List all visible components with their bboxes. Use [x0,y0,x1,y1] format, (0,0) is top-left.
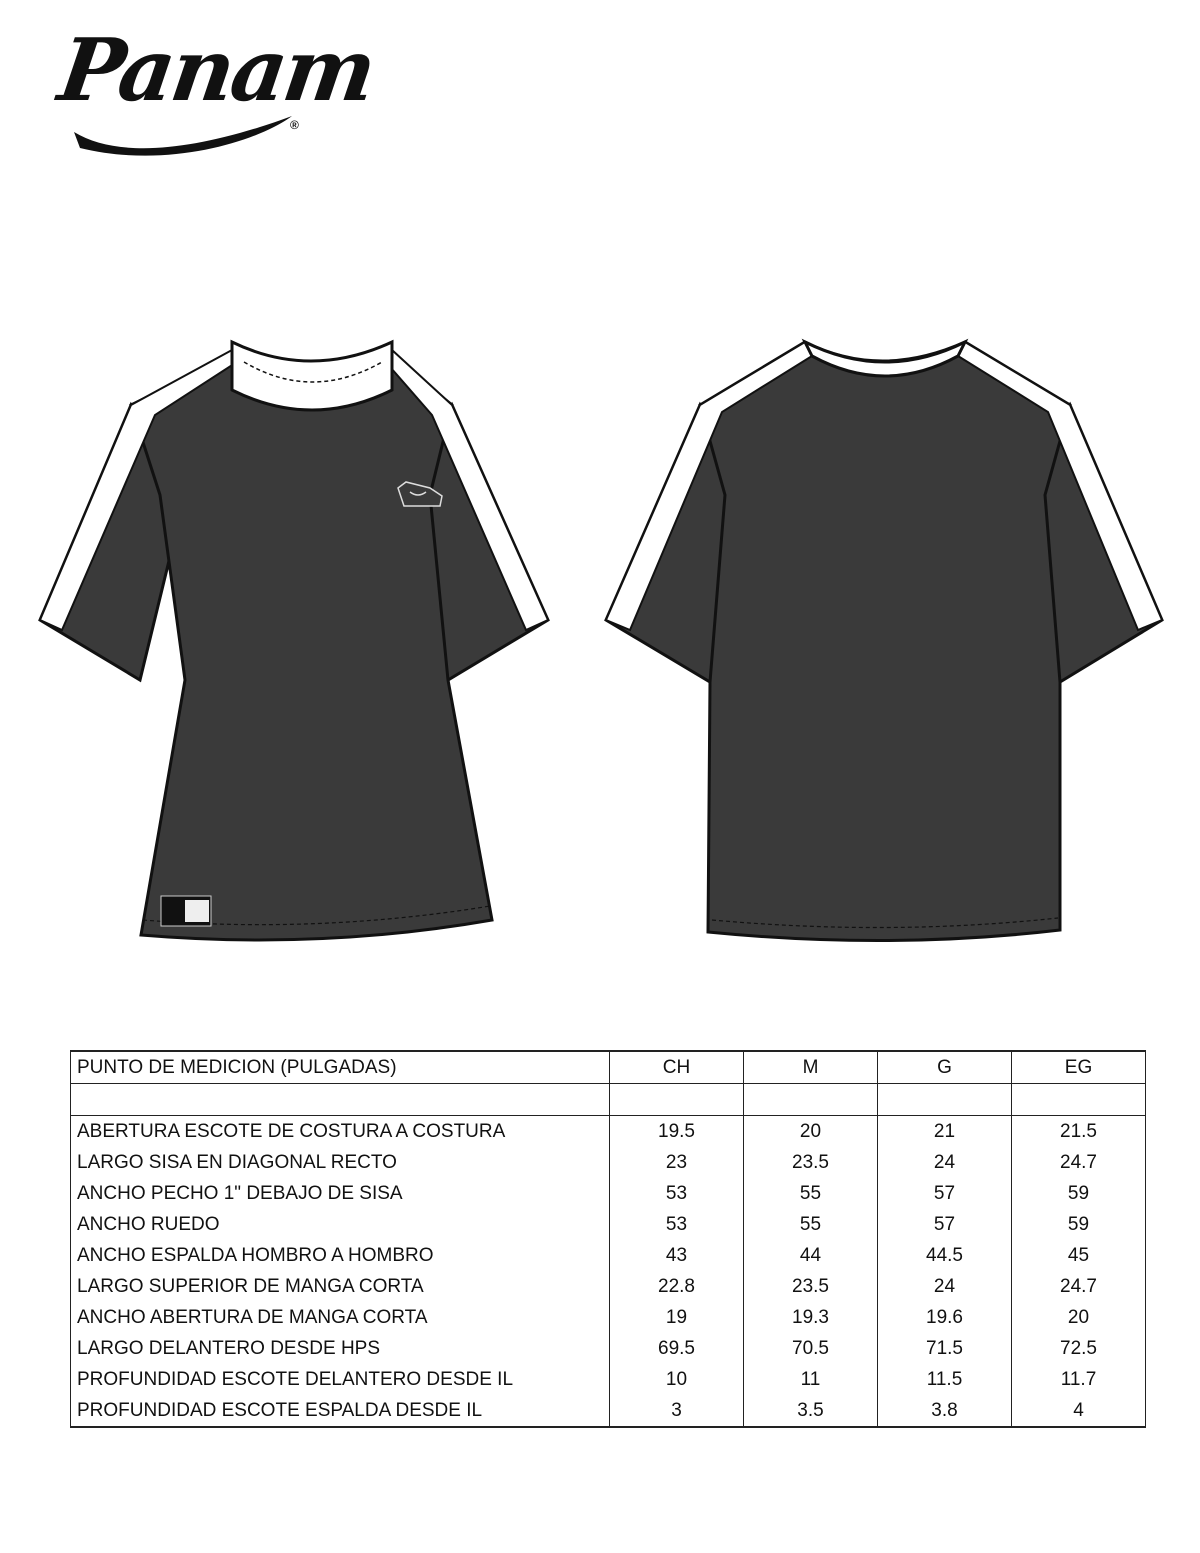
table-row [71,1271,1146,1302]
measure-value: 57 [878,1209,1012,1240]
measure-value: 53 [610,1209,744,1240]
measurement-table-body [71,1051,1146,1427]
header-size-ch: CH [610,1051,744,1084]
measure-value: 19.6 [878,1302,1012,1333]
table-row [71,1147,1146,1178]
measure-value: 45 [1012,1240,1146,1271]
measure-value: 23.5 [744,1271,878,1302]
header-measure-point: PUNTO DE MEDICION (PULGADAS) [71,1051,610,1084]
registered-mark: ® [290,118,299,132]
measure-value: 3 [610,1395,744,1427]
measure-value: 21 [878,1116,1012,1148]
measure-value: 10 [610,1364,744,1395]
measure-value: 53 [610,1178,744,1209]
table-spacer-row [71,1084,1146,1116]
shirt-back-view [606,342,1162,941]
measure-value: 72.5 [1012,1333,1146,1364]
measure-value: 3.5 [744,1395,878,1427]
measure-value: 22.8 [610,1271,744,1302]
table-row [71,1302,1146,1333]
measure-point-label: LARGO SISA EN DIAGONAL RECTO [71,1147,610,1178]
measure-value: 24.7 [1012,1147,1146,1178]
measure-point-label: ANCHO ESPALDA HOMBRO A HOMBRO [71,1240,610,1271]
measure-value: 19.3 [744,1302,878,1333]
measure-value: 55 [744,1178,878,1209]
measure-value: 23 [610,1147,744,1178]
front-collar [232,342,392,410]
brand-logo [52,20,380,170]
table-row [71,1240,1146,1271]
shirt-front-view [40,342,548,940]
measure-point-label: PROFUNDIDAD ESCOTE DELANTERO DESDE IL [71,1364,610,1395]
measure-value: 24 [878,1147,1012,1178]
measure-value: 19.5 [610,1116,744,1148]
table-header-row [71,1051,1146,1084]
measure-point-label: LARGO SUPERIOR DE MANGA CORTA [71,1271,610,1302]
measure-point-label: ANCHO RUEDO [71,1209,610,1240]
measure-value: 3.8 [878,1395,1012,1427]
front-body [131,350,492,940]
measure-value: 21.5 [1012,1116,1146,1148]
hem-label-icon [161,896,211,926]
measure-value: 11.7 [1012,1364,1146,1395]
header-size-m: M [744,1051,878,1084]
measure-value: 23.5 [744,1147,878,1178]
table-row [71,1395,1146,1427]
measure-point-label: ABERTURA ESCOTE DE COSTURA A COSTURA [71,1116,610,1148]
measure-value: 43 [610,1240,744,1271]
measure-value: 70.5 [744,1333,878,1364]
measure-value: 71.5 [878,1333,1012,1364]
measure-value: 44.5 [878,1240,1012,1271]
measure-point-label: PROFUNDIDAD ESCOTE ESPALDA DESDE IL [71,1395,610,1427]
measure-value: 11.5 [878,1364,1012,1395]
measure-value: 69.5 [610,1333,744,1364]
measure-value: 24 [878,1271,1012,1302]
table-row [71,1333,1146,1364]
header-size-eg: EG [1012,1051,1146,1084]
measure-value: 55 [744,1209,878,1240]
measure-value: 4 [1012,1395,1146,1427]
measure-value: 19 [610,1302,744,1333]
measure-value: 24.7 [1012,1271,1146,1302]
table-row [71,1209,1146,1240]
measure-point-label: ANCHO PECHO 1" DEBAJO DE SISA [71,1178,610,1209]
measure-value: 57 [878,1178,1012,1209]
measure-point-label: LARGO DELANTERO DESDE HPS [71,1333,610,1364]
measure-value: 20 [1012,1302,1146,1333]
measure-value: 44 [744,1240,878,1271]
table-row [71,1178,1146,1209]
table-row [71,1116,1146,1148]
measure-value: 59 [1012,1178,1146,1209]
measure-value: 59 [1012,1209,1146,1240]
brand-wordmark: Panam [52,20,380,121]
measure-value: 11 [744,1364,878,1395]
measurement-table [70,1050,1146,1428]
header-size-g: G [878,1051,1012,1084]
garment-drawings [0,320,1200,970]
measure-point-label: ANCHO ABERTURA DE MANGA CORTA [71,1302,610,1333]
table-row [71,1364,1146,1395]
back-body [700,342,1070,941]
measure-value: 20 [744,1116,878,1148]
